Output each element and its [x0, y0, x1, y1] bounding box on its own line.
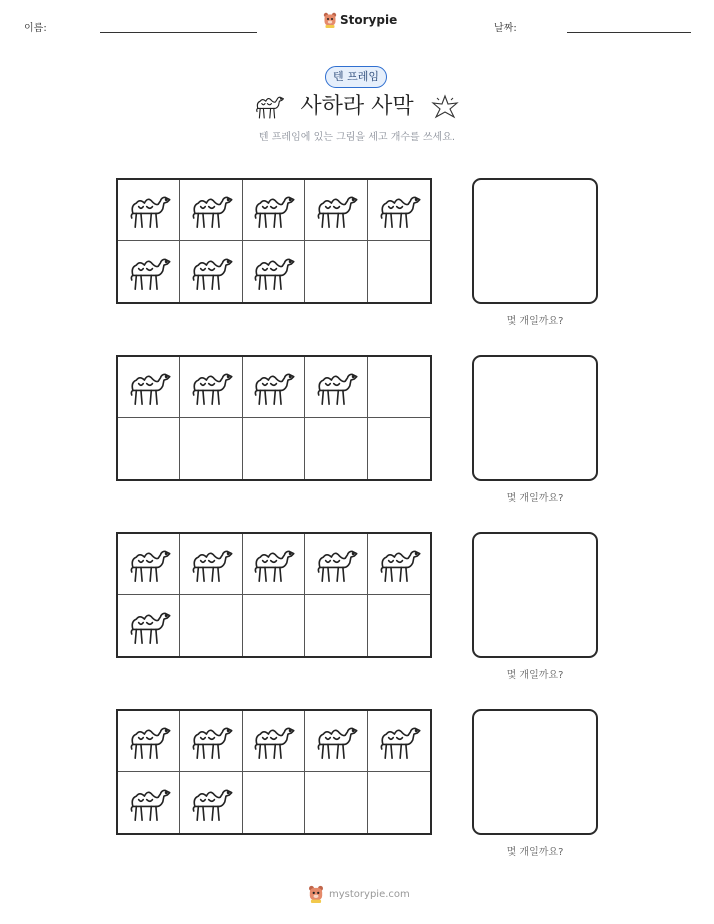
answer-box[interactable]	[472, 178, 598, 304]
name-line	[100, 32, 257, 33]
ten-frame-cell	[180, 357, 242, 418]
ten-frame-cell	[243, 711, 305, 772]
answer-question: 몇 개일까요?	[506, 316, 564, 327]
camel-icon	[126, 606, 172, 646]
ten-frame-cell	[305, 418, 367, 479]
ten-frame-cell	[305, 534, 367, 595]
ten-frame-cell	[118, 241, 180, 302]
date-label: 날짜:	[494, 23, 517, 34]
camel-icon	[376, 721, 422, 761]
camel-icon	[250, 190, 296, 230]
ten-frame-cell	[305, 772, 367, 833]
camel-icon	[250, 367, 296, 407]
camel-icon	[188, 190, 234, 230]
bear-logo-icon	[308, 885, 324, 903]
answer-question: 몇 개일까요?	[506, 847, 564, 858]
camel-icon	[250, 721, 296, 761]
ten-frame-cell	[180, 418, 242, 479]
ten-frame-cell	[118, 534, 180, 595]
footer	[308, 885, 410, 903]
camel-icon	[188, 721, 234, 761]
star-icon	[430, 94, 460, 120]
camel-icon	[188, 252, 234, 292]
answer-box[interactable]	[472, 532, 598, 658]
ten-frame	[116, 709, 432, 835]
ten-frame-cell	[118, 180, 180, 241]
date-line	[567, 32, 691, 33]
ten-frame-cell	[243, 534, 305, 595]
ten-frame	[116, 178, 432, 304]
ten-frame-cell	[118, 418, 180, 479]
camel-icon	[376, 544, 422, 584]
camel-icon	[313, 190, 359, 230]
ten-frame-cell	[368, 772, 430, 833]
answer-box[interactable]	[472, 355, 598, 481]
topic-badge: 텐 프레임	[325, 66, 387, 88]
ten-frame-cell	[368, 595, 430, 656]
camel-icon	[188, 544, 234, 584]
ten-frame-cell	[368, 711, 430, 772]
camel-icon	[188, 783, 234, 823]
answer-question: 몇 개일까요?	[506, 493, 564, 504]
camel-icon	[126, 190, 172, 230]
ten-frame-cell	[243, 418, 305, 479]
ten-frame-cell	[118, 772, 180, 833]
ten-frame-cell	[305, 595, 367, 656]
ten-frame-cell	[180, 241, 242, 302]
ten-frame-cell	[118, 595, 180, 656]
camel-icon	[313, 544, 359, 584]
ten-frame	[116, 355, 432, 481]
ten-frame	[116, 532, 432, 658]
ten-frame-cell	[305, 711, 367, 772]
ten-frame-cell	[243, 772, 305, 833]
camel-icon	[376, 190, 422, 230]
ten-frame-cell	[180, 180, 242, 241]
instructions: 텐 프레임에 있는 그림을 세고 개수를 쓰세요.	[258, 132, 456, 143]
camel-icon	[126, 252, 172, 292]
brand-logo	[323, 12, 397, 28]
ten-frame-cell	[368, 180, 430, 241]
camel-icon	[126, 721, 172, 761]
answer-question: 몇 개일까요?	[506, 670, 564, 681]
ten-frame-cell	[180, 534, 242, 595]
ten-frame-cell	[305, 180, 367, 241]
ten-frame-cell	[118, 711, 180, 772]
ten-frame-cell	[243, 180, 305, 241]
ten-frame-cell	[180, 595, 242, 656]
ten-frame-cell	[243, 357, 305, 418]
ten-frame-cell	[368, 241, 430, 302]
camel-icon	[250, 544, 296, 584]
answer-box[interactable]	[472, 709, 598, 835]
camel-icon	[250, 252, 296, 292]
ten-frame-cell	[243, 595, 305, 656]
ten-frame-cell	[118, 357, 180, 418]
camel-icon	[126, 544, 172, 584]
ten-frame-cell	[368, 357, 430, 418]
camel-icon	[126, 783, 172, 823]
ten-frame-cell	[180, 711, 242, 772]
camel-icon	[313, 721, 359, 761]
ten-frame-cell	[305, 357, 367, 418]
brand-name: Storypie	[340, 13, 398, 27]
camel-icon	[188, 367, 234, 407]
ten-frame-cell	[368, 534, 430, 595]
footer-url: mystorypie.com	[329, 888, 410, 900]
bear-logo-icon	[323, 12, 337, 28]
ten-frame-cell	[180, 772, 242, 833]
camel-icon	[313, 367, 359, 407]
page-title: 사하라 사막	[300, 94, 414, 119]
ten-frame-cell	[243, 241, 305, 302]
camel-icon	[126, 367, 172, 407]
ten-frame-cell	[368, 418, 430, 479]
name-label: 이름:	[24, 23, 47, 34]
ten-frame-cell	[305, 241, 367, 302]
